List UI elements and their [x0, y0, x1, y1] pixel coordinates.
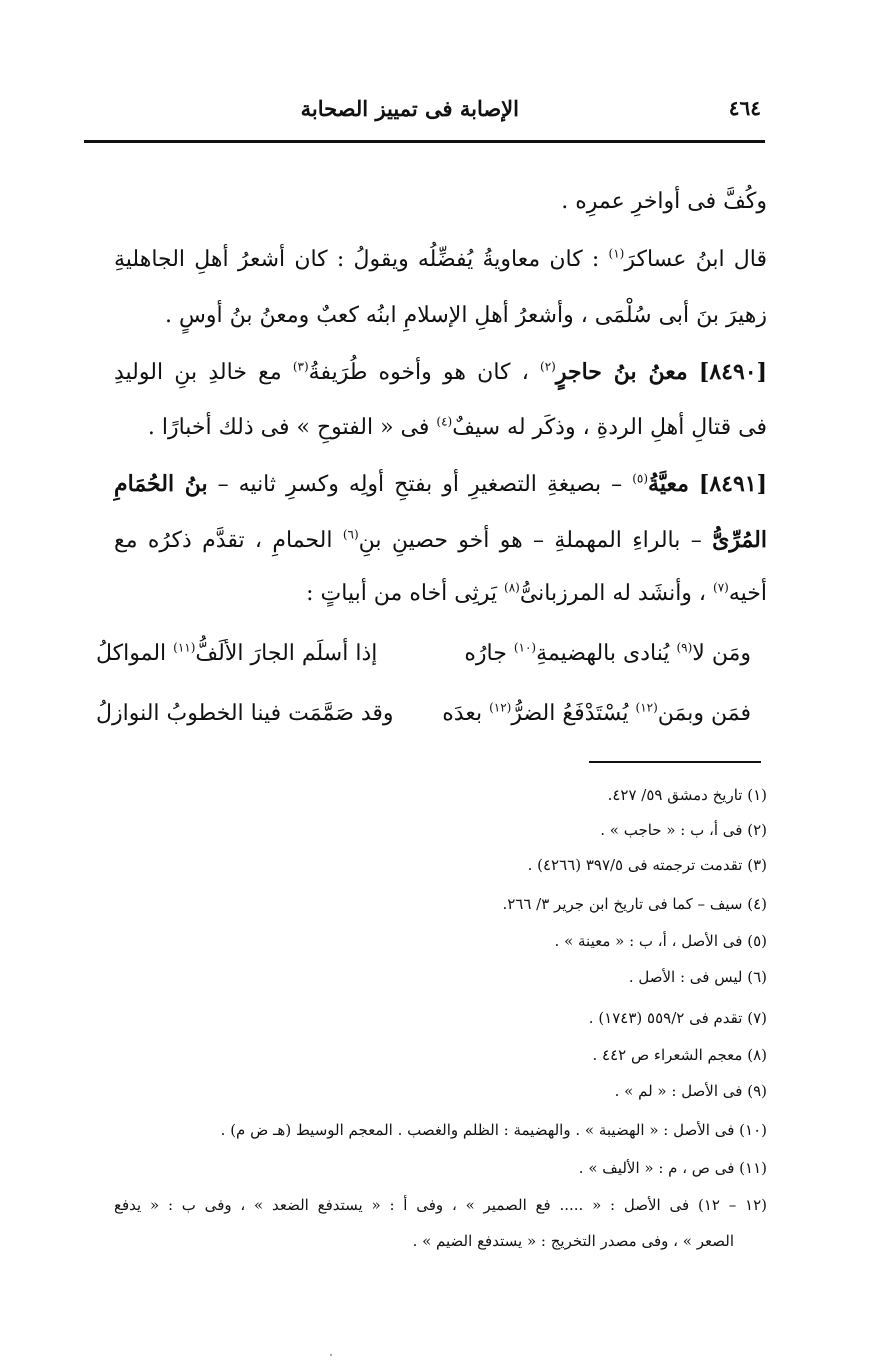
- entry-lineage: بنُ الحُمَامِ: [114, 471, 208, 497]
- entry-name: معيَّةُ: [648, 471, 689, 497]
- text-segment: ، وأنشَد له المرزبانىُّ: [519, 581, 714, 606]
- text-segment: إذا أسلَم الجارَ الألَفُّ: [195, 641, 378, 666]
- footnote-5: (٥) فى الأصل ، أ، ب : « معينة » .: [554, 932, 767, 950]
- text-segment: : كان معاويةُ يُفضِّلُه ويقولُ : كان أشعرُ أهلِ الجاهليةِ: [114, 247, 609, 272]
- text-segment: جارُه: [464, 641, 514, 666]
- footnote-ref: (٥): [632, 471, 649, 486]
- page-number: ٤٦٤: [728, 96, 761, 120]
- footnote-3: (٣) تقدمت ترجمته فى ٣٩٧/٥ (٤٢٦٦) .: [527, 856, 767, 874]
- footnote-4: (٤) سيف – كما فى تاريخ ابن جرير ٣/ ٢٦٦.: [502, 895, 767, 913]
- footnote-12-continued: الصعر » ، وفى مصدر التخريج : « يستدفع الضيم » .: [412, 1232, 734, 1250]
- text-segment: أخيه: [728, 581, 767, 606]
- text-line-5: [148, 408, 767, 448]
- entry-8491: [114, 464, 767, 505]
- text-line-8: [306, 574, 767, 614]
- text-line-1: [561, 182, 767, 222]
- footnote-ref: (٧): [713, 580, 729, 595]
- text-line-3: [165, 296, 767, 336]
- footnote-1: (١) تاريخ دمشق ٥٩/ ٤٢٧.: [607, 786, 767, 804]
- scan-speck: [330, 1354, 332, 1356]
- footnote-7: (٧) تقدم فى ٥٥٩/٢ (١٧٤٣) .: [588, 1009, 767, 1027]
- verse-2-second-hemistich: [96, 694, 394, 734]
- text-segment: – بالراءِ المهملةِ – هو أخو حصينِ بنِ: [358, 528, 713, 553]
- footnote-ref: (٨): [504, 580, 520, 595]
- text-line-2: [114, 240, 767, 280]
- footnote-ref: (١١): [173, 640, 196, 655]
- verse-1-second-hemistich: [96, 634, 377, 674]
- footnote-ref: (١): [608, 246, 625, 261]
- footnote-2: (٢) فى أ، ب : « حاجب » .: [600, 821, 767, 839]
- footnote-ref: (٩): [676, 640, 693, 655]
- verse-1-first-hemistich: [464, 634, 751, 674]
- entry-8490: [114, 352, 767, 393]
- text-segment: يَرثِى أخاه من أبياتٍ :: [306, 581, 504, 606]
- footnote-ref: (١٢): [635, 700, 658, 715]
- footnote-ref: (٦): [342, 527, 359, 542]
- footnote-separator: [589, 761, 761, 763]
- text-segment: زهيرَ بنَ أبى سُلْمَى ، وأشعرُ أهلِ الإسلامِ ابنُه كعبٌ ومعنُ بنُ أوسٍ .: [165, 303, 767, 328]
- text-line-7: [114, 520, 767, 561]
- footnote-12: (١٢ – ١٢) فى الأصل : « ..... فع الصمير » ، وفى أ : « يستدفع الضعد » ، وفى ب : « يدفع: [114, 1196, 767, 1214]
- verse-2-first-hemistich: [442, 694, 751, 734]
- footnote-ref: (٢): [540, 359, 556, 374]
- footnote-11: (١١) فى ص ، م : « الأليف » .: [578, 1159, 767, 1177]
- text-segment: مع خالدِ بنِ الوليدِ: [114, 360, 293, 385]
- text-segment: – بصيغةِ التصغيرِ أو بفتحِ أولِه وكسرِ ثانيه –: [207, 472, 633, 497]
- entry-name: معنُ بنُ حاجرٍ: [555, 359, 688, 385]
- text-segment: بعدَه: [442, 701, 490, 726]
- footnote-6: (٦) ليس فى : الأصل .: [628, 968, 767, 986]
- text-segment: ومَن لا: [692, 641, 751, 666]
- header-rule: [84, 140, 765, 143]
- text-segment: وقد صَمَّمَت فينا الخطوبُ النوازلُ: [96, 701, 394, 726]
- footnote-10: (١٠) فى الأصل : « الهضيبة » . والهضيمة : الظلم والغصب . المعجم الوسيط (هـ ض م) .: [220, 1121, 767, 1139]
- entry-nisba: المُرِّىُّ: [712, 527, 767, 553]
- text-segment: فى قتالِ أهلِ الردةِ ، وذكَر له سيفٌ: [452, 415, 767, 440]
- footnote-9: (٩) فى الأصل : « لم » .: [614, 1082, 767, 1100]
- text-segment: وكُفَّ فى أواخرِ عمرِه .: [561, 189, 767, 214]
- text-segment: يُنادى بالهضيمةِ: [536, 641, 677, 666]
- text-segment: ، كان هو وأخوه طُرَيفةُ: [308, 360, 541, 385]
- footnote-8: (٨) معجم الشعراء ص ٤٤٢ .: [592, 1046, 767, 1064]
- footnote-ref: (١٠): [513, 640, 537, 655]
- running-title: الإصابة فى تمييز الصحابة: [300, 96, 519, 121]
- entry-number: [٨٤٩١]: [698, 471, 767, 497]
- entry-number: [٨٤٩٠]: [698, 359, 767, 385]
- text-segment: فمَن وبمَن: [657, 701, 751, 726]
- text-segment: فى « الفتوحِ » فى ذلك أخبارًا .: [147, 415, 437, 440]
- footnote-ref: (٣): [292, 359, 309, 374]
- text-segment: يُسْتَدْفَعُ الضرُّ: [511, 701, 636, 726]
- footnote-ref: (٤): [436, 414, 453, 429]
- text-segment: الحمامِ ، تقدَّم ذكرُه مع: [114, 528, 343, 553]
- text-segment: المواكلُ: [96, 641, 174, 666]
- text-segment: قال ابنُ عساكرَ: [624, 247, 767, 272]
- footnote-ref: (١٢): [489, 700, 512, 715]
